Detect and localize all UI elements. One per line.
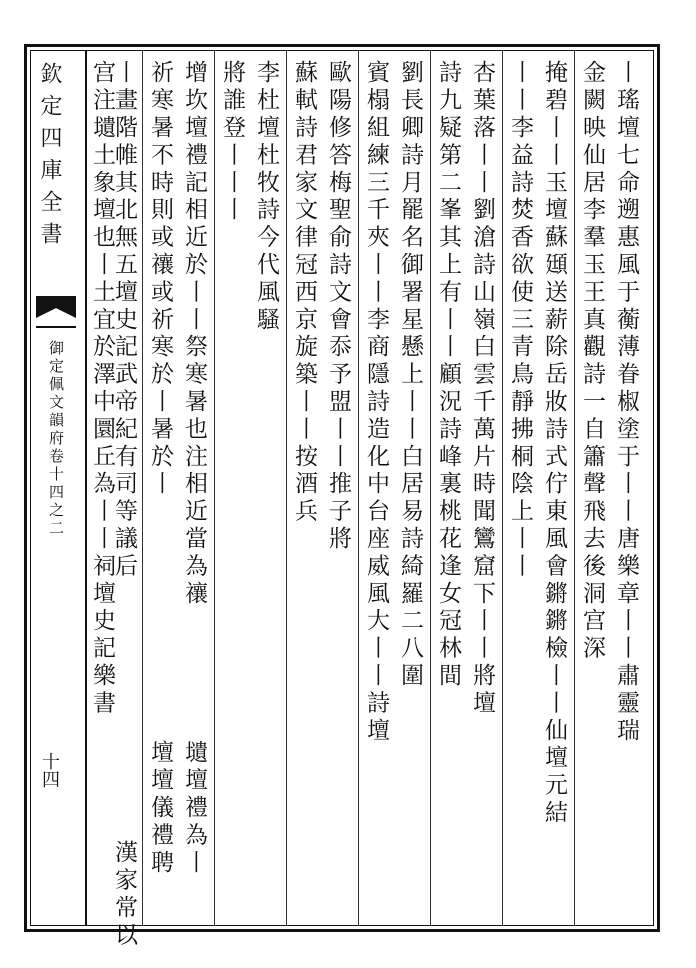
text-column: 掩碧丨丨玉壇蘇頲送薪除岳妝詩式佇東風會鏘鏘檢丨丨仙壇元結 bbox=[541, 60, 567, 828]
page-number: 十四 bbox=[39, 752, 60, 788]
text-column: 增坎壇禮記相近於丨丨祭寒暑也注相近當為禳 bbox=[181, 60, 207, 608]
text-column: 丨畫階帷其北無五壇史記武帝紀有司等議后 bbox=[111, 60, 137, 581]
text-column: 李杜壇杜牧詩今代風騷 bbox=[253, 60, 279, 334]
column-rule bbox=[430, 50, 431, 926]
column-rule bbox=[358, 50, 359, 926]
text-column: 金闕映仙居李羣玉王真觀詩一自簫聲飛去後洞宫深 bbox=[579, 60, 605, 663]
text-column: 祈寒暑不時則或禳或祈寒於丨暑於丨 bbox=[147, 60, 173, 499]
text-column: 將誰登丨丨丨 bbox=[219, 60, 245, 225]
fishtail-rule bbox=[36, 326, 76, 334]
column-rule bbox=[286, 50, 287, 926]
text-column: 壝壇禮為丨 bbox=[181, 740, 207, 877]
text-column: 賓榻組練三千夾丨丨李商隱詩造化中台座威風大丨丨詩壇 bbox=[363, 60, 389, 745]
text-column: 劉長卿詩月罷名御署星懸上丨丨白居易詩綺羅二八圍 bbox=[397, 60, 423, 691]
text-column: 丨丨李益詩焚香欲使三青鳥靜拂桐陰上丨丨 bbox=[507, 60, 533, 581]
column-rule bbox=[214, 50, 215, 926]
text-column: 歐陽修答梅聖俞詩文會忝予盟丨丨推子將 bbox=[325, 60, 351, 554]
book-title: 欽定四庫全書 bbox=[37, 62, 62, 254]
column-rule bbox=[574, 50, 575, 926]
text-column: 蘇軾詩君家文律冠西京旋築丨丨按酒兵 bbox=[291, 60, 317, 526]
volume-title: 御定佩文韻府卷十四之二 bbox=[47, 340, 65, 538]
text-column: 宫注壝土象壇也丨土宜於澤中圜丘為丨丨祠壇史記樂書 bbox=[89, 60, 115, 718]
text-column: 杏葉落丨丨劉滄詩山嶺白雲千萬片時聞鸞窟下丨丨將壇 bbox=[469, 60, 495, 718]
column-rule bbox=[502, 50, 503, 926]
margin-divider bbox=[85, 50, 87, 926]
text-column: 詩九疑第二峯其上有丨丨顧況詩峰裏桃花逢女冠林間 bbox=[435, 60, 461, 691]
text-column: 漢家常以 bbox=[111, 840, 137, 950]
text-column: 丨瑤壇七命遡惠風于蘅薄眷椒塗于丨丨唐樂章丨丨肅靈瑞 bbox=[613, 60, 639, 745]
text-column: 壇壇儀禮聘 bbox=[147, 740, 173, 877]
column-rule bbox=[142, 50, 143, 926]
